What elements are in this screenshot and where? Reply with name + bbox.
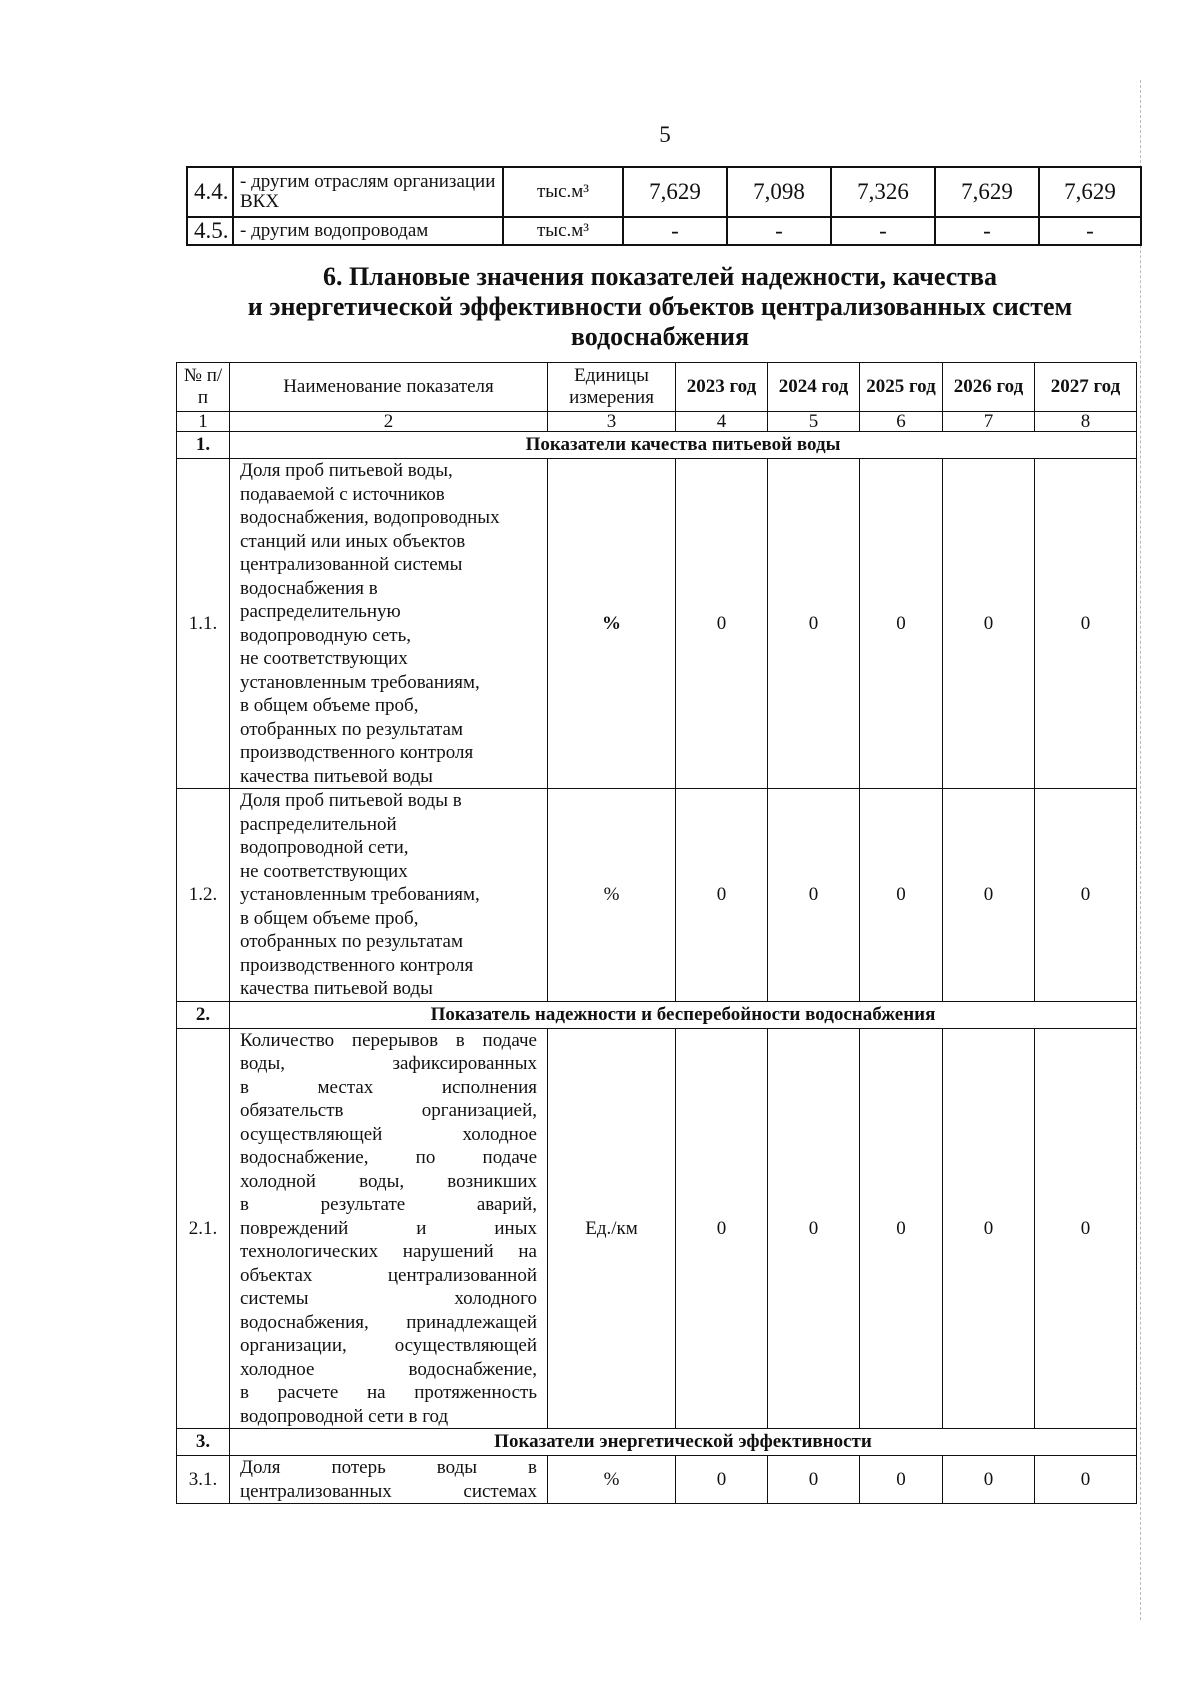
description-line: станций или иных объектов <box>240 530 466 552</box>
column-number: 3 <box>548 412 676 432</box>
row-value: 0 <box>676 459 768 789</box>
section-row <box>177 1429 1137 1456</box>
continuation-table <box>186 166 1142 246</box>
row-value: 0 <box>768 789 860 1002</box>
description-line: в местах исполнения <box>240 1076 537 1098</box>
section-row <box>177 432 1137 459</box>
description-line: холодное водоснабжение, <box>240 1358 537 1380</box>
description-line: не соответствующих <box>240 860 408 882</box>
section-heading: Показатели качества питьевой воды <box>230 432 1137 459</box>
row-unit: тыс.м³ <box>503 217 623 245</box>
column-number: 4 <box>676 412 768 432</box>
description-line: в общем объеме проб, <box>240 907 419 929</box>
column-number: 5 <box>768 412 860 432</box>
description-line: подаваемой с источников <box>240 483 445 505</box>
description-line: обязательств организацией, <box>240 1100 537 1121</box>
row-number: 4.5. <box>187 217 233 245</box>
row-value: - <box>935 217 1039 245</box>
header-year: 2025 год <box>860 363 943 412</box>
row-number: 1.2. <box>177 789 230 1002</box>
row-description <box>230 459 548 789</box>
row-value: 7,326 <box>831 167 935 217</box>
description-line: системы холодного <box>240 1288 537 1309</box>
row-value: 0 <box>943 459 1035 789</box>
description-line: производственного контроля <box>240 742 474 763</box>
table-row <box>177 1028 1137 1429</box>
row-value: 0 <box>676 789 768 1002</box>
header-year: 2027 год <box>1035 363 1137 412</box>
row-value: 0 <box>860 1028 943 1429</box>
description-line: осуществляющей холодное <box>240 1123 537 1145</box>
row-value: 0 <box>943 1028 1035 1429</box>
description-line: Доля потерь воды в <box>240 1457 537 1478</box>
table-row <box>187 167 1141 217</box>
row-value: 0 <box>1035 1456 1137 1504</box>
description-line: водоснабжения, водопроводных <box>240 507 500 528</box>
row-unit: % <box>548 789 676 1002</box>
column-number: 6 <box>860 412 943 432</box>
row-value: 7,629 <box>935 167 1039 217</box>
row-unit: % <box>548 1456 676 1504</box>
row-value: 0 <box>943 1456 1035 1504</box>
row-value: 0 <box>860 789 943 1002</box>
row-number: 3.1. <box>177 1456 230 1504</box>
row-value: 0 <box>768 1028 860 1429</box>
table-header-row <box>177 363 1137 412</box>
section-heading: Показатели энергетической эффективности <box>230 1429 1137 1456</box>
description-line: Доля проб питьевой воды, <box>240 460 453 481</box>
row-value: 0 <box>860 459 943 789</box>
header-name: Наименование показателя <box>230 363 548 412</box>
description-line: в расчете на протяженность <box>240 1382 537 1403</box>
header-num: № п/п <box>177 363 230 412</box>
row-value: 7,629 <box>623 167 727 217</box>
description-line: в результате аварий, <box>240 1194 537 1215</box>
section-number: 1. <box>177 432 230 459</box>
header-year: 2026 год <box>943 363 1035 412</box>
description-line: в общем объеме проб, <box>240 695 419 716</box>
row-unit: Ед./км <box>548 1028 676 1429</box>
row-value: 0 <box>860 1456 943 1504</box>
description-line: распределительную <box>240 601 401 622</box>
row-name: - другим отраслям организации ВКХ <box>233 167 503 217</box>
description-line: не соответствующих <box>240 648 408 669</box>
section-heading: Показатель надежности и бесперебойности водоснабжения <box>230 1001 1137 1028</box>
description-line: Количество перерывов в подаче <box>240 1029 537 1051</box>
scan-edge-line <box>1140 80 1141 1620</box>
row-value: 0 <box>1035 459 1137 789</box>
description-line: организации, осуществляющей <box>240 1335 537 1356</box>
row-description <box>230 789 548 1002</box>
section-title-line: и энергетической эффективности объектов централизованных систем <box>247 292 1073 321</box>
row-value: - <box>1039 217 1141 245</box>
indicators-table <box>176 362 1137 1504</box>
row-value: 7,098 <box>727 167 831 217</box>
description-line: распределительной <box>240 813 397 835</box>
column-number: 8 <box>1035 412 1137 432</box>
row-value: 0 <box>676 1456 768 1504</box>
description-line: водоснабжения в <box>240 577 378 599</box>
row-value: 0 <box>676 1028 768 1429</box>
row-name: - другим водопроводам <box>233 217 503 245</box>
row-value: 0 <box>768 1456 860 1504</box>
row-value: 0 <box>1035 1028 1137 1429</box>
description-line: централизованных системах <box>240 1480 537 1502</box>
section-row <box>177 1001 1137 1028</box>
row-value: - <box>727 217 831 245</box>
column-numbers-row <box>177 412 1137 432</box>
description-line: объектах централизованной <box>240 1264 537 1286</box>
section-number: 3. <box>177 1429 230 1456</box>
header-unit: Единицы измерения <box>548 363 676 412</box>
section-title <box>200 262 1120 352</box>
header-year: 2023 год <box>676 363 768 412</box>
description-line: отобранных по результатам <box>240 718 463 740</box>
row-number: 1.1. <box>177 459 230 789</box>
description-line: Доля проб питьевой воды в <box>240 790 462 811</box>
description-line: качества питьевой воды <box>240 765 433 787</box>
description-line: качества питьевой воды <box>240 978 433 999</box>
description-line: повреждений и иных <box>240 1217 537 1239</box>
row-unit: % <box>548 459 676 789</box>
description-line: отобранных по результатам <box>240 931 463 952</box>
header-year: 2024 год <box>768 363 860 412</box>
section-title-line: водоснабжения <box>570 322 750 351</box>
row-value: 0 <box>768 459 860 789</box>
description-line: водоснабжения, принадлежащей <box>240 1311 537 1333</box>
row-value: - <box>831 217 935 245</box>
table-row <box>187 217 1141 245</box>
description-line: водопроводной сети в год <box>240 1405 449 1427</box>
row-description <box>230 1028 548 1429</box>
column-number: 7 <box>943 412 1035 432</box>
section-title-line: 6. Плановые значения показателей надежности, качества <box>322 262 998 291</box>
description-line: установленным требованиям, <box>240 884 480 905</box>
section-number: 2. <box>177 1001 230 1028</box>
table-row <box>177 459 1137 789</box>
description-line: водопроводную сеть, <box>240 624 412 646</box>
row-number: 4.4. <box>187 167 233 217</box>
description-line: воды, зафиксированных <box>240 1053 537 1074</box>
column-number: 1 <box>177 412 230 432</box>
column-number: 2 <box>230 412 548 432</box>
description-line: холодной воды, возникших <box>240 1170 537 1192</box>
row-value: 0 <box>943 789 1035 1002</box>
row-unit: тыс.м³ <box>503 167 623 217</box>
description-line: установленным требованиям, <box>240 671 480 693</box>
description-line: технологических нарушений на <box>240 1241 537 1262</box>
table-row <box>177 1456 1137 1504</box>
row-value: 0 <box>1035 789 1137 1002</box>
page-number: 5 <box>659 122 671 147</box>
row-description <box>230 1456 548 1504</box>
description-line: производственного контроля <box>240 954 474 976</box>
description-line: водопроводной сети, <box>240 837 409 858</box>
row-number: 2.1. <box>177 1028 230 1429</box>
description-line: водоснабжение, по подаче <box>240 1147 537 1168</box>
row-value: - <box>623 217 727 245</box>
table-row <box>177 789 1137 1002</box>
row-value: 7,629 <box>1039 167 1141 217</box>
description-line: централизованной системы <box>240 554 463 575</box>
